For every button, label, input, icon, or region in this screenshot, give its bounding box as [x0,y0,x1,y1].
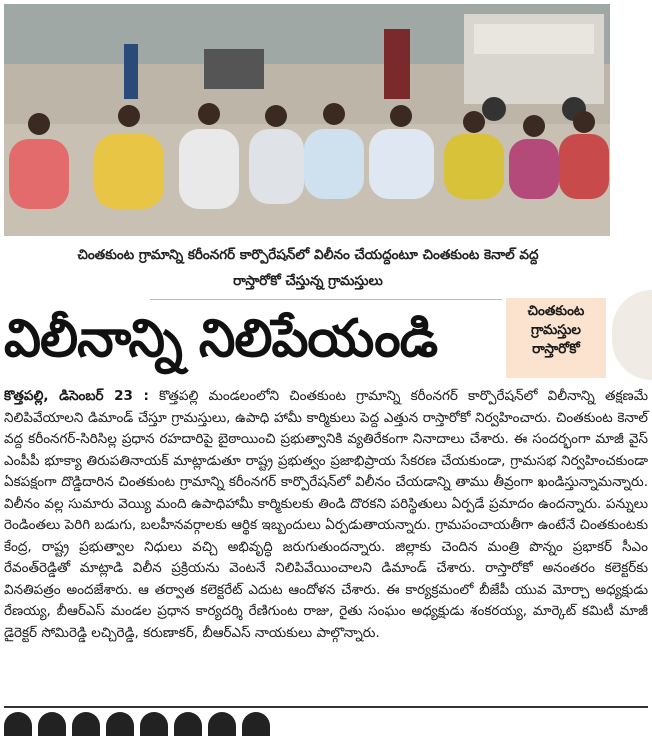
article-body [4,386,648,644]
glyph-shape [208,712,236,736]
glyph-shape [4,712,32,736]
glyph-shape [174,712,202,736]
glyph-shape [72,712,100,736]
headline: విలీనాన్ని నిలిపేయండి [4,309,438,369]
protest-scene-illustration [4,4,610,236]
kicker-box [506,298,606,378]
article-text: కొత్తపల్లి మండలంలోని చింతకుంట గ్రామాన్ని కరీంనగర్ కార్పొరేషన్‌లో విలీనాన్ని తక్షణమే నిలిపివేయాలని డిమాండ్ చేస్తూ గ్రామస్తులు, ఉపాధి హామీ కార్మికులు పెద్ద ఎత్తున రాస్తారోకో నిర్వహించారు. చింతకుంట కెనాల్ వద్ద కరీంనగర్-సిరిసిల్ల ప్రధాన రహదారిపై బైఠాయించి ప్రభుత్వానికి వ్యతిరేకంగా నినాదాలు చేశారు. ఈ సందర్భంగా మాజీ వైస్ ఎంపీపీ భూక్యా తిరుపతినాయక్ మాట్లాడుతూ రాష్ట్ర ప్రభుత్వం ప్రజాభిప్రాయ సేకరణ చేయకుండా, గ్రామసభ నిర్వహించకుండా ఏకపక్షంగా దొడ్డిదారిన చింతకుంట గ్రామాన్ని కరీంనగర్ కార్పొరేషన్‌లో విలీనం చేయడాన్ని తాము తీవ్రంగా ఖండిస్తున్నామన్నారు. విలీనం వల్ల సుమారు వెయ్యి మంది ఉపాధిహామీ కార్మికులకు తిండి దొరకని పరిస్థితులు ఏర్పడే ప్రమాదం ఉందన్నారు. పన్నులు రెండింతలు పెరిగి బడుగు, బలహీనవర్గాలకు ఆర్థిక ఇబ్బందులు ఏర్పడుతాయన్నారు. గ్రామపంచాయతీగా ఉంటేనే చింతకుంటకు కేంద్ర, రాష్ట్ర ప్రభుత్వాల నిధులు వచ్చి అభివృద్ధి జరుగుతుందన్నారు. జిల్లాకు చెందిన మంత్రి పొన్నం ప్రభాకర్ సీఎం రేవంత్‌రెడ్డితో మాట్లాడి విలీన ప్రక్రియను వెంటనే నిలిపివేయించాలని డిమాండ్ చేశారు. రాస్తారోకో అనంతరం కలెక్టర్‌కు వినతిపత్రం అందజేశారు. ఆ తర్వాత కలెక్టరేట్ ఎదుట ఆందోళన చేశారు. ఈ కార్యక్రమంలో బీజేపీ యువ మోర్చా అధ్యక్షుడు రేణయ్య, బీఆర్ఎస్ మండల ప్రధాన కార్యదర్శి రేణిగుంట రాజు, రైతు సంఘం అధ్యక్షుడు శంకరయ్య, మార్కెట్ కమిటీ మాజీ డైరెక్టర్ సోమిరెడ్డి లచ్చిరెడ్డి, కరుణాకర్, బీఆర్ఎస్ నాయకులు పాల్గొన్నారు. [4,388,648,641]
glyph-shape [242,712,270,736]
kicker-line-1: చింతకుంట [527,303,585,319]
caption-line-1: చింతకుంట గ్రామాన్ని కరీంనగర్ కార్పొరేషన్‌లో విలీనం చేయద్దంటూ చింతకుంట కెనాల్ వద్ద [77,247,539,263]
next-headline-clip [4,712,648,736]
glyph-shape [140,712,168,736]
glyph-shape [38,712,66,736]
adjacent-photo-clip [612,290,652,380]
section-divider [4,706,648,708]
caption-line-2: రాస్తారోకో చేస్తున్న గ్రామస్తులు [233,273,383,289]
caption-divider [150,299,502,300]
kicker-line-3: రాస్తారోకో [532,341,580,357]
news-photo [4,4,610,236]
dateline: కొత్తపల్లి, డిసెంబర్ 23 : [4,388,149,404]
glyph-shape [106,712,134,736]
kicker-line-2: గ్రామస్తుల [530,322,582,338]
photo-caption [4,242,612,294]
